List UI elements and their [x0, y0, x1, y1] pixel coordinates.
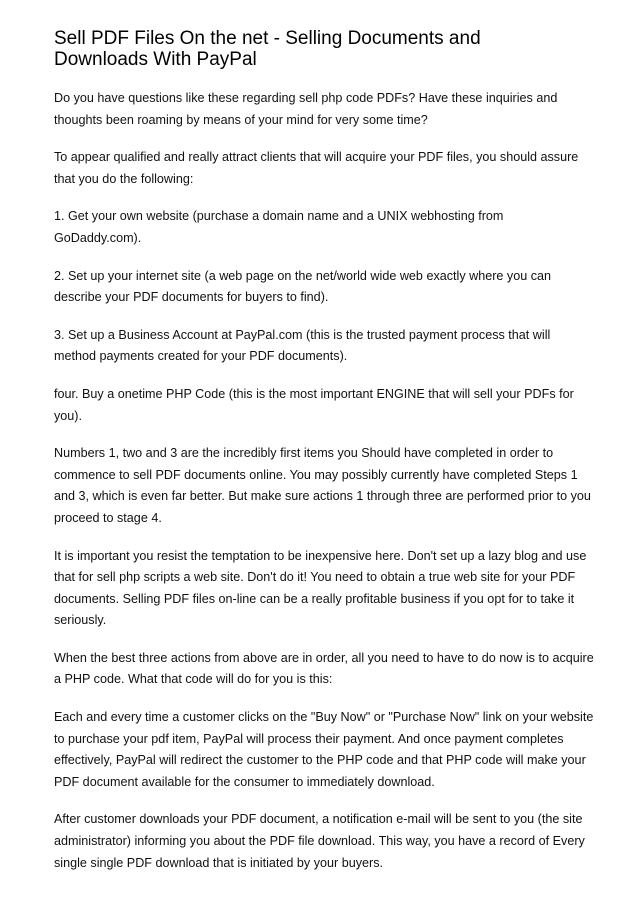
- document-title-line-1: Sell PDF Files On the net - Selling Documents and: [54, 28, 481, 49]
- paragraph-step-3: 3. Set up a Business Account at PayPal.com (this is the trusted payment process that will method payments created for your PDF documents).: [54, 327, 551, 364]
- document-title-line-2: Downloads With PayPal: [54, 49, 257, 70]
- paragraph-php-code: When the best three actions from above are in order, all you need to have to do now is to acquire a PHP code. What that code will do for you is this:: [54, 650, 594, 687]
- paragraph-step-4: four. Buy a onetime PHP Code (this is the most important ENGINE that will sell your PDFs for you).: [54, 386, 574, 423]
- paragraph-step-2: 2. Set up your internet site (a web page on the net/world wide web exactly where you can describe your PDF documents for buyers to find).: [54, 268, 552, 305]
- paragraph-steps-summary: Numbers 1, two and 3 are the incredibly first items you Should have completed in order to commence to sell PDF documents online. You may possibly currently have completed Steps 1 and 3, which is even far better. But make sure actions 1 through three are performed prior to you proceed to stage 4.: [54, 446, 591, 525]
- document-page: [54, 28, 594, 890]
- document-title: [54, 28, 594, 70]
- paragraph-real-website: It is important you resist the temptation to be inexpensive here. Don't set up a lazy blog and use that for sell php scripts a web site. Don't do it! You need to obtain a true web site for your PDF documents. Selling PDF files on-line can be a really profitable business if you opt for to take it seriously.: [54, 548, 587, 628]
- paragraph-payment-flow: Each and every time a customer clicks on the "Buy Now" or "Purchase Now" link on your website to purchase your pdf item, PayPal will process their payment. And once payment completes effectively, PayPal will redirect the customer to the PHP code and that PHP code will make your PDF document available for the consumer to immediately download.: [54, 710, 594, 789]
- paragraph-notification: After customer downloads your PDF document, a notification e-mail will be sent to you (the site administrator) informing you about the PDF file download. This way, you have a record of Every single single PDF download that is initiated by your buyers.: [54, 812, 585, 870]
- paragraph-step-1: 1. Get your own website (purchase a domain name and a UNIX webhosting from GoDaddy.com).: [54, 209, 504, 245]
- paragraph-intro-questions: Do you have questions like these regarding sell php code PDFs? Have these inquiries and thoughts been roaming by means of your mind for very some time?: [54, 91, 558, 127]
- paragraph-requirements: To appear qualified and really attract clients that will acquire your PDF files, you should assure that you do the following:: [54, 150, 579, 186]
